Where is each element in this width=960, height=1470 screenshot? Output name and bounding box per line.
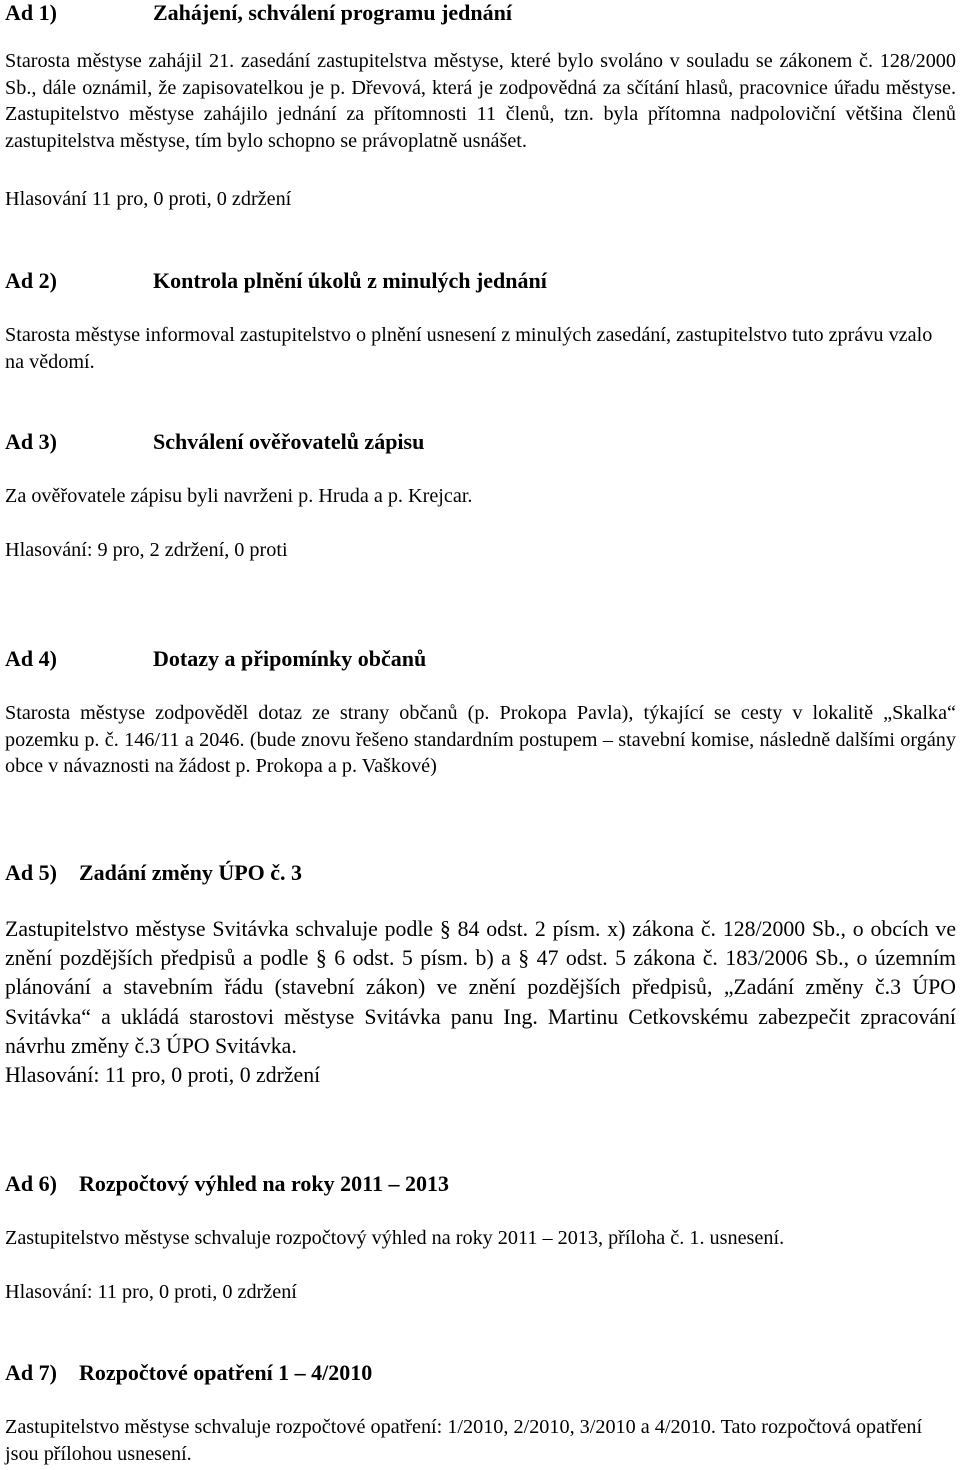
section-3-title: Schválení ověřovatelů zápisu [153,429,425,454]
section-2-title: Kontrola plnění úkolů z minulých jednání [153,268,547,293]
section-5-heading [5,860,302,886]
section-3-heading [5,429,424,455]
section-4-title: Dotazy a připomínky občanů [153,646,427,671]
section-4-body: Starosta městyse zodpověděl dotaz ze strany občanů (p. Prokopa Pavla), týkající se cesty v lokalitě „Skalka“ pozemku p. č. 146/11 a 2046. (bude znovu řešeno standardním postupem – stavební komise, následně dalšími orgány obce v návaznosti na žádost p. Prokopa a p. Vaškové) [5,702,956,777]
section-6-title: Rozpočtový výhled na roky 2011 – 2013 [79,1171,449,1196]
section-2-body: Starosta městyse informoval zastupitelstvo o plnění usnesení z minulých zasedání, zastupitelstvo tuto zprávu vzalo na vědomí. [5,324,933,373]
section-1-title: Zahájení, schválení programu jednání [153,0,512,25]
section-3-number: Ad 3) [5,429,57,454]
section-7-body: Zastupitelstvo městyse schvaluje rozpočtové opatření: 1/2010, 2/2010, 3/2010 a 4/2010. Tato rozpočtová opatření jsou přílohou usnesení. [5,1416,923,1465]
section-6-heading [5,1171,449,1197]
section-2-number: Ad 2) [5,268,57,293]
section-6-number: Ad 6) [5,1171,57,1196]
section-7-title: Rozpočtové opatření 1 – 4/2010 [79,1360,373,1385]
section-7-heading [5,1360,372,1386]
section-1-body: Starosta městyse zahájil 21. zasedání zastupitelstva městyse, které bylo svoláno v souladu se zákonem č. 128/2000 Sb., dále oznámil, že zapisovatelkou je p. Dřevová, která je zodpovědná za sčítání hlasů, pracovnice úřadu městyse. Zastupitelstvo městyse zahájilo jednání za přítomnosti 11 členů, tzn. byla přítomna nadpoloviční většina členů zastupitelstva městyse, tím bylo schopno se právoplatně usnášet. [5,50,956,152]
section-1-number: Ad 1) [5,0,57,25]
section-4-number: Ad 4) [5,646,57,671]
section-5-vote: Hlasování: 11 pro, 0 proti, 0 zdržení [5,1063,321,1087]
section-7-number: Ad 7) [5,1360,57,1385]
section-5-title: Zadání změny ÚPO č. 3 [79,860,303,885]
section-3-vote: Hlasování: 9 pro, 2 zdržení, 0 proti [5,539,288,561]
section-2-heading [5,268,547,294]
section-5-body: Zastupitelstvo městyse Svitávka schvaluje podle § 84 odst. 2 písm. x) zákona č. 128/2000 Sb., o obcích ve znění pozdějších předpisů a podle § 6 odst. 5 písm. b) a § 47 odst. 5 zákona č. 183/2006 Sb., o územním plánování a stavebním řádu (stavební zákon) ve znění pozdějších předpisů, „Zadání změny č.3 ÚPO Svitávka“ a ukládá starostovi městyse Svitávka panu Ing. Martinu Cetkovskému zabezpečit zpracování návrhu změny č.3 ÚPO Svitávka. [5,917,956,1058]
section-4-heading [5,646,426,672]
section-6-body: Zastupitelstvo městyse schvaluje rozpočtový výhled na roky 2011 – 2013, příloha č. 1. usnesení. [5,1227,785,1249]
section-6-vote: Hlasování: 11 pro, 0 proti, 0 zdržení [5,1281,297,1303]
section-1-vote: Hlasování 11 pro, 0 proti, 0 zdržení [5,188,292,210]
section-3-body: Za ověřovatele zápisu byli navrženi p. Hruda a p. Krejcar. [5,485,473,507]
section-1-heading [5,0,512,26]
section-5-number: Ad 5) [5,860,57,885]
